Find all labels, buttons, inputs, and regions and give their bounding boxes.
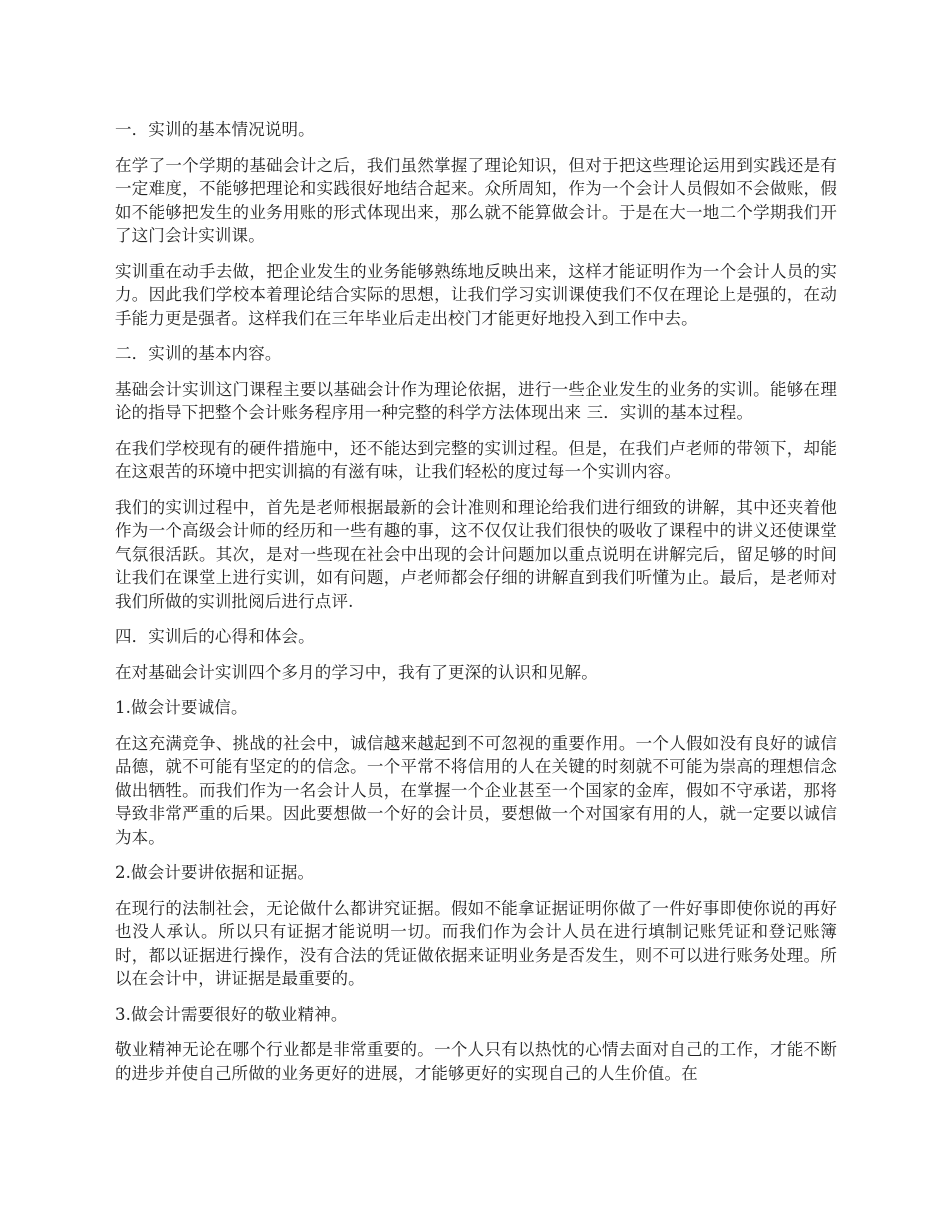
paragraph: 在我们学校现有的硬件措施中，还不能达到完整的实训过程。但是，在我们卢老师的带领下，却能在这艰苦的环境中把实训搞的有滋有味，让我们轻松的度过每一个实训内容。 — [115, 438, 837, 481]
paragraph: 实训重在动手去做，把企业发生的业务能够熟练地反映出来，这样才能证明作为一个会计人员的实力。因此我们学校本着理论结合实际的思想，让我们学习实训课使我们不仅在理论上是强的，在动手能力更是强者。这样我们在三年毕业后走出校门才能更好地投入到工作中去。 — [115, 261, 837, 328]
paragraph: 在学了一个学期的基础会计之后，我们虽然掌握了理论知识，但对于把这些理论运用到实践还是有一定难度，不能够把理论和实践很好地结合起来。众所周知，作为一个会计人员假如不会做账，假如不能够把发生的业务用账的形式体现出来，那么就不能算做会计。于是在大一地二个学期我们开了这门会计实训课。 — [115, 155, 837, 245]
paragraph: 在现行的法制社会，无论做什么都讲究证据。假如不能拿证据证明你做了一件好事即使你说的再好也没人承认。所以只有证据才能说明一切。而我们作为会计人员在进行填制记账凭证和登记账簿时，都以证据进行操作，没有合法的凭证做依据来证明业务是否发生，则不可以进行账务处理。所以在会计中，讲证据是最重要的。 — [115, 898, 837, 988]
section-heading-1: 一．实训的基本情况说明。 — [115, 120, 315, 139]
paragraph: 基础会计实训这门课程主要以基础会计作为理论依据，进行一些企业发生的业务的实训。能够在理论的指导下把整个会计账务程序用一种完整的科学方法体现出来 三．实训的基本过程。 — [115, 379, 837, 422]
paragraph: 我们的实训过程中，首先是老师根据最新的会计准则和理论给我们进行细致的讲解，其中还夹着他作为一个高级会计师的经历和一些有趣的事，这不仅仅让我们很快的吸收了课程中的讲义还使课堂气氛很活跃。其次，是对一些现在社会中出现的会计问题加以重点说明在讲解完后，留足够的时间让我们在课堂上进行实训，如有问题，卢老师都会仔细的讲解直到我们听懂为止。最后，是老师对我们所做的实训批阅后进行点评. — [115, 497, 837, 611]
section-heading-2: 二．实训的基本内容。 — [115, 344, 282, 363]
paragraph: 在对基础会计实训四个多月的学习中，我有了更深的认识和见解。 — [115, 662, 598, 682]
subheading-1: 1.做会计要诚信。 — [115, 698, 248, 717]
section-heading-4: 四．实训后的心得和体会。 — [115, 627, 315, 646]
paragraph: 敬业精神无论在哪个行业都是非常重要的。一个人只有以热忱的心情去面对自己的工作，才能不断的进步并使自己所做的业务更好的进展，才能够更好的实现自己的人生价值。在 — [115, 1040, 837, 1083]
subheading-3: 3.做会计需要很好的敬业精神。 — [115, 1004, 348, 1024]
document-page — [115, 118, 837, 1097]
paragraph: 在这充满竞争、挑战的社会中，诚信越来越起到不可忽视的重要作用。一个人假如没有良好的诚信品德，就不可能有坚定的的信念。一个平常不将信用的人在关键的时刻就不可能为崇高的理想信念做出牺牲。而我们作为一名会计人员，在掌握一个企业甚至一个国家的金库，假如不守承诺，那将导致非常严重的后果。因此要想做一个好的会计员，要想做一个对国家有用的人，就一定要以诚信为本。 — [115, 733, 837, 847]
subheading-2: 2.做会计要讲依据和证据。 — [115, 863, 315, 882]
